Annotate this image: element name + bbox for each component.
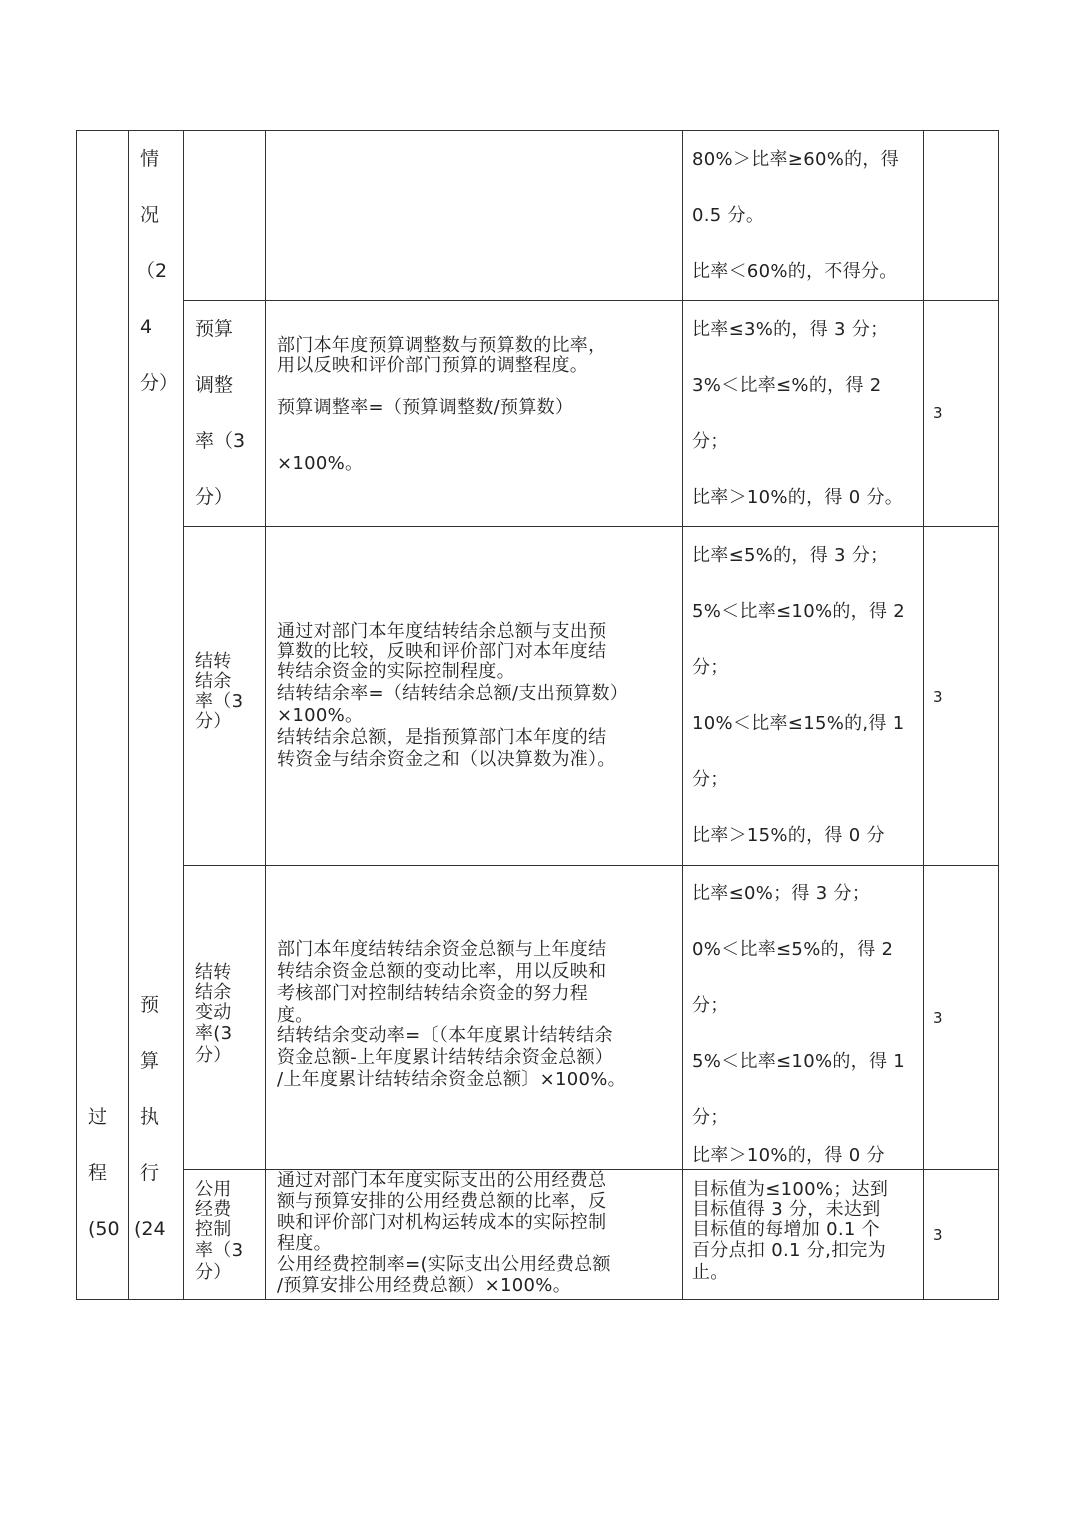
row-divider-2 [183,526,999,527]
row2-desc-6: 结转结余总额，是指预算部门本年度的结 [277,727,607,748]
row4-desc-1: 通过对部门本年度实际支出的公用经费总 [277,1170,607,1191]
row1-name-4: 分） [195,486,234,508]
row1-criteria-3: 分； [692,431,729,452]
row1-criteria-4: 比率＞10%的，得 0 分。 [692,487,904,508]
row2-name-4: 分） [195,711,232,732]
col2-prev-1: 情 [140,148,160,170]
row1-score: 3 [933,404,943,422]
row1-desc-2: 用以反映和评价部门预算的调整程度。 [277,355,589,376]
col2-cur-2: 算 [140,1050,160,1072]
row4-criteria-4: 百分点扣 0.1 分,扣完为 [692,1240,886,1261]
col-divider-3 [265,130,266,1300]
row2-desc-7: 转资金与结余资金之和（以决算数为准）。 [277,749,616,770]
col2-prev-5: 分） [140,372,179,394]
row1-desc-4: ×100%。 [277,453,364,474]
row3-desc-6: 资金总额-上年度累计结转结余资金总额） [277,1047,614,1068]
row-divider-3 [183,865,999,866]
row4-name-4: 率（3 [195,1240,244,1261]
row4-criteria-1: 目标值为≤100%；达到 [692,1179,889,1200]
row3-desc-3: 考核部门对控制结转结余资金的努力程 [277,983,589,1004]
row3-name-4: 率(3 [195,1023,233,1044]
table-border-bottom [76,1299,999,1300]
row3-name-2: 结余 [195,982,232,1003]
row1-name-1: 预算 [195,318,234,340]
table-border-right [998,130,999,1300]
row3-desc-2: 转结余资金总额的变动比率，用以反映和 [277,961,607,982]
row3-criteria-2: 0%＜比率≤5%的，得 2 [692,939,894,960]
col2-cur-1: 预 [140,994,160,1016]
top-criteria-1: 80%＞比率≥60%的，得 [692,149,899,170]
row3-desc-4: 度。 [277,1005,314,1026]
col-divider-1 [128,130,129,1300]
row3-name-3: 变动 [195,1002,232,1023]
row3-desc-1: 部门本年度结转结余资金总额与上年度结 [277,939,607,960]
row1-name-2: 调整 [195,374,234,396]
row1-criteria-2: 3%＜比率≤%的，得 2 [692,375,882,396]
row1-desc-3: 预算调整率=（预算调整数/预算数） [277,397,574,418]
row2-criteria-4: 10%＜比率≤15%的,得 1 [692,713,905,734]
row2-desc-3: 转结余资金的实际控制程度。 [277,661,515,682]
top-criteria-3: 比率＜60%的，不得分。 [692,261,898,282]
row3-name-1: 结转 [195,962,232,983]
row2-name-2: 结余 [195,671,232,692]
row3-desc-5: 结转结余变动率=〔（本年度累计结转结余 [277,1025,613,1046]
col1-char-2: 程 [88,1162,108,1184]
row3-criteria-1: 比率≤0%；得 3 分； [692,883,871,904]
table-border-left [76,130,77,1300]
row3-name-5: 分） [195,1045,232,1066]
row3-criteria-6: 比率＞10%的，得 0 分 [692,1145,885,1166]
row-divider-1 [183,300,999,301]
col-divider-2 [183,130,184,1300]
row2-desc-1: 通过对部门本年度结转结余总额与支出预 [277,621,607,642]
row2-criteria-5: 分； [692,769,729,790]
row2-desc-4: 结转结余率=（结转结余总额/支出预算数） [277,683,629,704]
col2-cur-5: (24 [134,1218,166,1240]
col-divider-4 [682,130,683,1300]
col1-char-3: (50 [88,1218,120,1240]
row2-criteria-2: 5%＜比率≤10%的，得 2 [692,601,906,622]
row4-criteria-5: 止。 [692,1262,729,1283]
row4-criteria-2: 目标值得 3 分，未达到 [692,1199,881,1220]
row3-desc-7: /上年度累计结转结余资金总额〕×100%。 [277,1069,626,1090]
row3-criteria-4: 5%＜比率≤10%的，得 1 [692,1051,906,1072]
row2-desc-2: 算数的比较，反映和评价部门对本年度结 [277,641,607,662]
top-criteria-2: 0.5 分。 [692,205,765,226]
row4-name-1: 公用 [195,1179,232,1200]
col1-char-1: 过 [88,1106,108,1128]
row2-criteria-1: 比率≤5%的，得 3 分； [692,545,889,566]
col2-prev-3: （2 [136,260,168,282]
col-divider-5 [923,130,924,1300]
row4-name-5: 分） [195,1262,232,1283]
row4-desc-4: 程度。 [277,1233,332,1254]
row4-desc-3: 映和评价部门对机构运转成本的实际控制 [277,1212,607,1233]
row1-criteria-1: 比率≤3%的，得 3 分； [692,319,889,340]
row2-score: 3 [933,688,943,706]
row4-desc-5: 公用经费控制率=(实际支出公用经费总额 [277,1254,611,1275]
row1-desc-1: 部门本年度预算调整数与预算数的比率， [277,335,607,356]
row4-desc-2: 额与预算安排的公用经费总额的比率，反 [277,1191,607,1212]
row3-score: 3 [933,1009,943,1027]
row1-name-3: 率（3 [195,430,246,452]
row2-name-1: 结转 [195,651,232,672]
row2-criteria-3: 分； [692,657,729,678]
col2-prev-4: 4 [140,316,153,338]
row4-desc-6: /预算安排公用经费总额）×100%。 [277,1275,572,1296]
row2-desc-5: ×100%。 [277,705,364,726]
row4-score: 3 [933,1226,943,1244]
row4-name-2: 经费 [195,1199,232,1220]
col2-cur-3: 执 [140,1106,160,1128]
row3-criteria-5: 分； [692,1107,729,1128]
col2-cur-4: 行 [140,1162,160,1184]
row3-criteria-3: 分； [692,995,729,1016]
row4-name-3: 控制 [195,1219,232,1240]
row4-criteria-3: 目标值的每增加 0.1 个 [692,1219,880,1240]
row2-criteria-6: 比率＞15%的，得 0 分 [692,825,885,846]
col2-prev-2: 况 [140,204,160,226]
row2-name-3: 率（3 [195,691,244,712]
table-border-top [76,130,999,131]
